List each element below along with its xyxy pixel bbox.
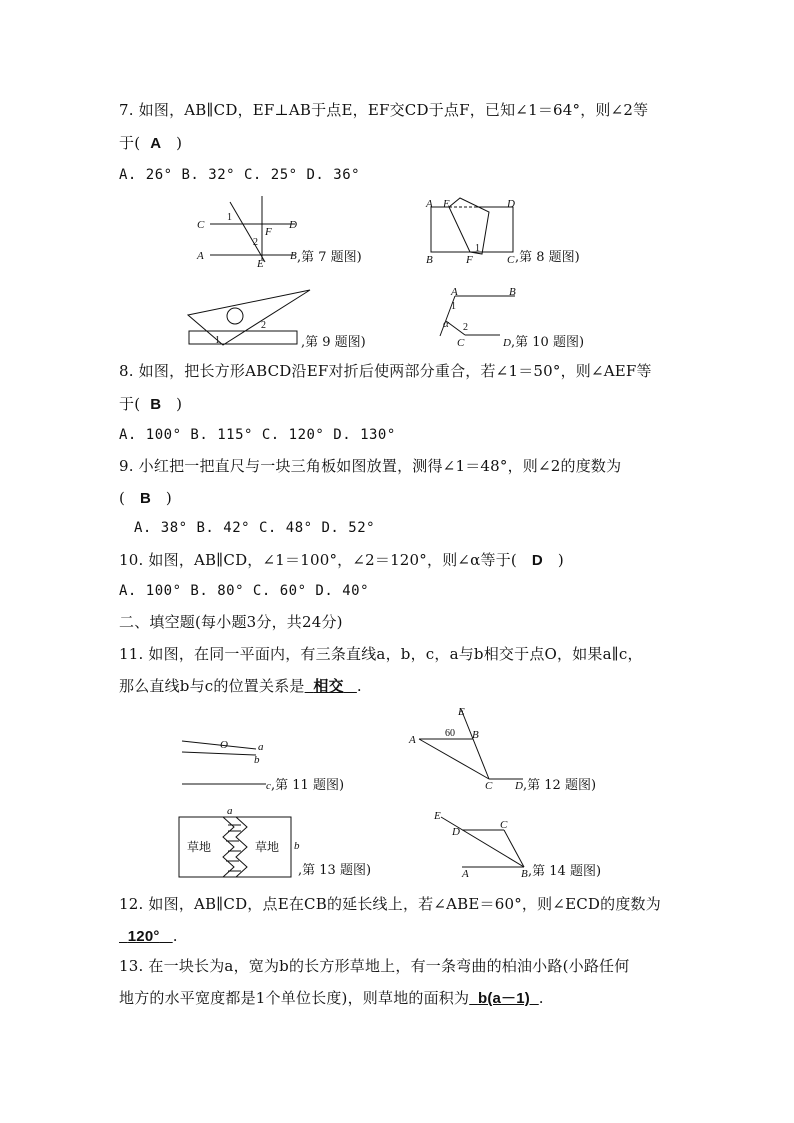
figure-11 — [180, 735, 420, 795]
figure-12 — [405, 703, 625, 795]
q8-answer: B — [150, 396, 162, 413]
q12-stem-line2 — [119, 926, 178, 947]
fig7-label-1: 1 — [227, 212, 232, 223]
q10-options: A. 100° B. 80° C. 60° D. 40° — [119, 583, 370, 599]
q11-stem-line2 — [119, 676, 362, 697]
fig14-caption: ,第 14 题图) — [528, 864, 602, 879]
fig12-label-d: D — [515, 780, 523, 792]
fig8-label-a: A — [426, 198, 433, 210]
fig13-caption: ,第 13 题图) — [298, 863, 372, 878]
q9-stem-line2 — [119, 488, 172, 509]
q13-answer: b(a－1) — [477, 990, 530, 1007]
fig7-label-c: C — [197, 219, 205, 231]
fig12-label-e: E — [458, 706, 465, 718]
q8-stem-suffix: ) — [176, 395, 183, 413]
fig7-label-2: 2 — [253, 237, 258, 248]
q7-answer: A — [150, 135, 162, 152]
q12-stem-suffix: . — [172, 927, 178, 945]
q9-answer: B — [139, 490, 152, 507]
q7-stem-suffix: ) — [176, 134, 183, 152]
fig7-label-b: B — [290, 250, 297, 262]
q8-stem-prefix: 于( — [119, 395, 141, 413]
fig14-label-c: C — [500, 819, 508, 831]
fig12-label-b: B — [472, 729, 479, 741]
fig10-label-alpha: α — [443, 318, 449, 330]
fig14-label-e: E — [434, 810, 441, 822]
q13-stem-prefix: 地方的水平宽度都是1个单位长度)，则草地的面积为 — [119, 989, 470, 1007]
fig10-label-a: A — [451, 286, 458, 298]
fig10-label-b: B — [509, 286, 516, 298]
fig10-label-c: C — [457, 337, 465, 349]
fig7-label-a: A — [197, 250, 204, 262]
fig11-label-o: O — [220, 739, 228, 751]
fig8-caption: ,第 8 题图) — [515, 250, 580, 265]
fig9-caption: ,第 9 题图) — [301, 335, 366, 350]
fig10-label-d: D — [503, 337, 511, 349]
figure-10 — [435, 283, 635, 353]
q10-answer: D — [531, 552, 543, 569]
fig11-label-a: a — [258, 741, 264, 753]
q12-answer: 120° — [127, 928, 160, 945]
fig12-label-60: 60 — [445, 728, 455, 739]
figure-14 — [432, 805, 632, 880]
q10-stem-prefix: 10. 如图，AB∥CD，∠1＝100°，∠2＝120°，则∠α等于( — [119, 551, 517, 569]
q11-answer-blank — [305, 678, 357, 695]
figure-7 — [195, 190, 395, 270]
figure-9 — [185, 285, 405, 350]
q11-stem-line1: 11. 如图，在同一平面内，有三条直线a，b，c，a与b相交于点O，如果a∥c， — [119, 645, 643, 663]
fig7-caption: ,第 7 题图) — [297, 250, 362, 265]
q7-stem-prefix: 于( — [119, 134, 141, 152]
q13-answer-blank — [469, 990, 539, 1007]
fig14-label-d: D — [452, 826, 460, 838]
fig8-label-f: F — [466, 254, 473, 266]
fig9-label-1: 1 — [215, 335, 220, 346]
q13-stem-line1: 13. 在一块长为a，宽为b的长方形草地上，有一条弯曲的柏油小路(小路任何 — [119, 957, 630, 975]
fig11-label-c: c — [266, 780, 271, 792]
q8-stem-line2 — [119, 394, 182, 415]
fig8-label-b: B — [426, 254, 433, 266]
fig10-label-1: 1 — [451, 301, 456, 312]
q11-stem-prefix: 那么直线b与c的位置关系是 — [119, 677, 305, 695]
fig12-caption: ,第 12 题图) — [523, 778, 597, 793]
q9-stem-line1: 9. 小红把一把直尺与一块三角板如图放置，测得∠1＝48°，则∠2的度数为 — [119, 457, 622, 475]
q12-answer-blank — [119, 928, 173, 945]
q10-stem — [119, 550, 564, 571]
fig8-label-1: 1 — [475, 243, 480, 254]
figure-13 — [178, 805, 418, 880]
fig13-label-grass-right: 草地 — [255, 840, 280, 854]
q7-stem-line1: 7. 如图，AB∥CD，EF⊥AB于点E，EF交CD于点F，已知∠1＝64°，则∠2等 — [119, 101, 649, 119]
fig7-label-e: E — [257, 258, 264, 270]
fig12-label-c: C — [485, 780, 493, 792]
fig14-label-a: A — [462, 868, 469, 880]
fig10-caption: ,第 10 题图) — [511, 335, 585, 350]
fig12-label-a: A — [409, 734, 416, 746]
q8-stem-line1: 8. 如图，把长方形ABCD沿EF对折后使两部分重合，若∠1＝50°，则∠AEF等 — [119, 362, 652, 380]
fig8-label-e: E — [443, 198, 450, 210]
figure-8 — [423, 197, 623, 267]
q13-stem-suffix: . — [538, 989, 544, 1007]
q9-stem-prefix: ( — [119, 489, 126, 507]
q7-stem-line2 — [119, 133, 182, 154]
fig14-label-b: B — [521, 868, 528, 880]
fig7-label-f: F — [265, 226, 272, 238]
q11-answer: 相交 — [313, 678, 344, 695]
fig9-label-2: 2 — [261, 320, 266, 331]
q8-options: A. 100° B. 115° C. 120° D. 130° — [119, 427, 396, 443]
fig13-label-a: a — [227, 805, 233, 817]
fig8-label-c: C — [507, 254, 515, 266]
fig11-caption: ,第 11 题图) — [271, 778, 345, 793]
q10-stem-suffix: ) — [557, 551, 564, 569]
fig10-label-2: 2 — [463, 322, 468, 333]
section-2-heading: 二、填空题(每小题3分，共24分) — [119, 613, 343, 631]
fig7-label-d: D — [289, 219, 297, 231]
fig13-label-b: b — [294, 840, 300, 852]
q9-stem-suffix: ) — [165, 489, 172, 507]
fig8-label-d: D — [507, 198, 515, 210]
fig13-label-grass-left: 草地 — [187, 840, 212, 854]
q9-options: A. 38° B. 42° C. 48° D. 52° — [134, 520, 376, 536]
q7-options: A. 26° B. 32° C. 25° D. 36° — [119, 167, 361, 183]
q11-stem-suffix: . — [356, 677, 362, 695]
fig11-label-b: b — [254, 754, 260, 766]
q13-stem-line2 — [119, 988, 544, 1009]
q12-stem-line1: 12. 如图，AB∥CD，点E在CB的延长线上，若∠ABE＝60°，则∠ECD的度数为 — [119, 895, 661, 913]
